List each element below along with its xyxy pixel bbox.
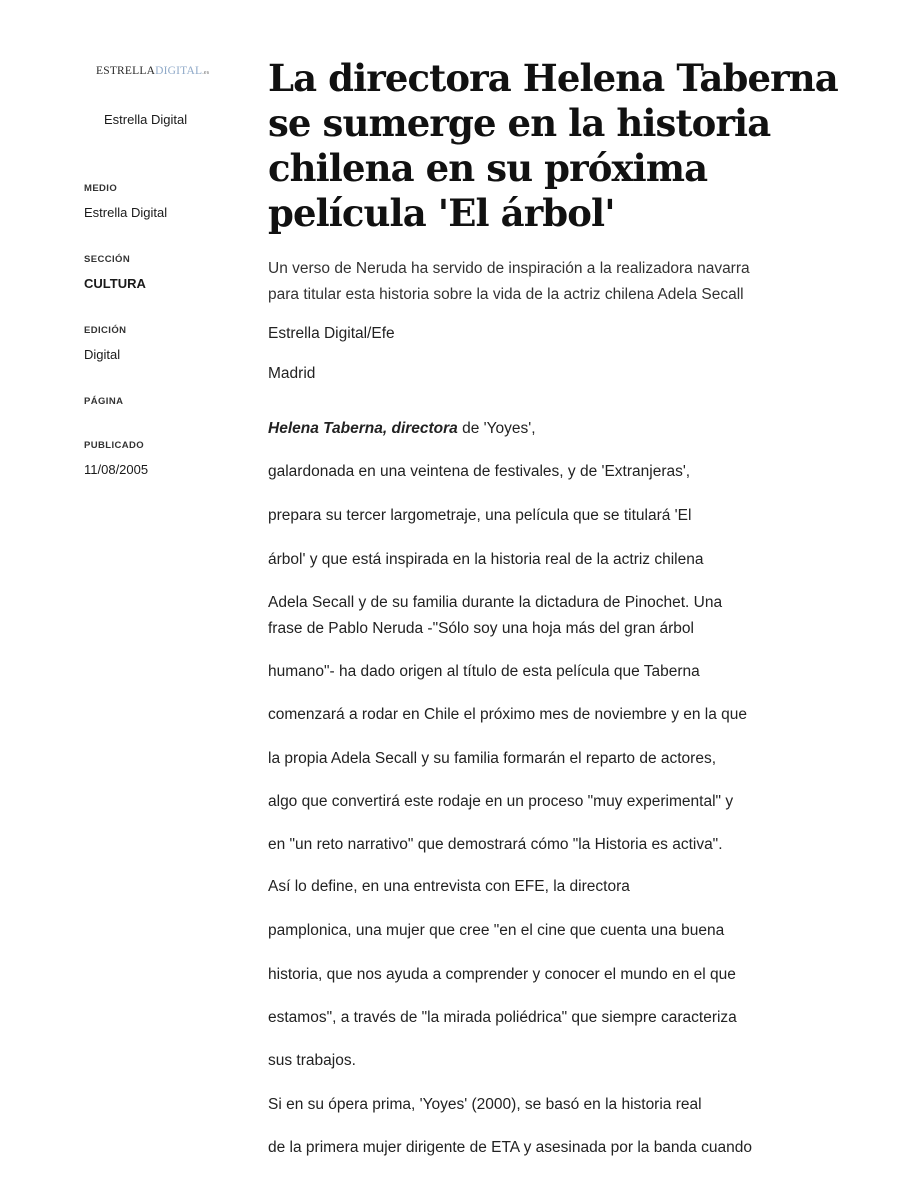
article-subtitle: Un verso de Neruda ha servido de inspiración a la realizadora navarra para titular esta historia sobre la vida de la actriz chilena Adela Secall bbox=[268, 260, 750, 303]
article-headline: La directora Helena Taberna se sumerge en la historia chilena en su próxima película 'El árbol' bbox=[268, 56, 838, 235]
lead-emphasis: Helena Taberna, directora bbox=[268, 420, 458, 437]
meta-label: MEDIO bbox=[84, 183, 118, 194]
article-header bbox=[268, 56, 848, 383]
meta-edicion bbox=[84, 325, 234, 362]
meta-value: Estrella Digital bbox=[84, 205, 168, 220]
body-line: prepara su tercer largometraje, una película que se titulará 'El bbox=[268, 507, 692, 524]
body-line: Adela Secall y de su familia durante la dictadura de Pinochet. Una bbox=[268, 594, 723, 611]
meta-value: CULTURA bbox=[84, 276, 146, 291]
article-byline: Estrella Digital/Efe bbox=[268, 325, 395, 342]
body-line: árbol' y que está inspirada en la historia real de la actriz chilena bbox=[268, 551, 704, 568]
body-lead-line bbox=[268, 420, 536, 438]
body-line: Si en su ópera prima, 'Yoyes' (2000), se basó en la historia real bbox=[268, 1096, 702, 1113]
body-line: sus trabajos. bbox=[268, 1052, 356, 1069]
lead-rest: de 'Yoyes', bbox=[457, 420, 536, 437]
body-line: algo que convertirá este rodaje en un proceso "muy experimental" y bbox=[268, 793, 734, 810]
meta-seccion bbox=[84, 254, 234, 291]
body-line: de la primera mujer dirigente de ETA y asesinada por la banda cuando bbox=[268, 1139, 752, 1156]
meta-label: PÁGINA bbox=[84, 396, 124, 407]
meta-pagina bbox=[84, 396, 234, 407]
body-line: estamos", a través de "la mirada poliédrica" que siempre caracteriza bbox=[268, 1009, 737, 1026]
body-line: Así lo define, en una entrevista con EFE, la directora bbox=[268, 878, 630, 895]
body-line: en "un reto narrativo" que demostrará cómo "la Historia es activa". bbox=[268, 836, 723, 853]
body-line: pamplonica, una mujer que cree "en el cine que cuenta una buena bbox=[268, 922, 725, 939]
body-line: historia, que nos ayuda a comprender y conocer el mundo en el que bbox=[268, 966, 736, 983]
meta-label: EDICIÓN bbox=[84, 325, 127, 336]
body-line: comenzará a rodar en Chile el próximo mes de noviembre y en la que bbox=[268, 706, 748, 723]
meta-label: SECCIÓN bbox=[84, 254, 131, 265]
body-line: frase de Pablo Neruda -"Sólo soy una hoja más del gran árbol bbox=[268, 620, 694, 637]
meta-medio bbox=[84, 183, 234, 220]
publication-name: Estrella Digital bbox=[104, 112, 188, 127]
body-line: la propia Adela Secall y su familia formarán el reparto de actores, bbox=[268, 750, 717, 767]
article-place: Madrid bbox=[268, 365, 316, 382]
meta-label: PUBLICADO bbox=[84, 440, 145, 451]
body-line: humano"- ha dado origen al título de esta película que Taberna bbox=[268, 663, 700, 680]
publication-logo: ESTRELLADIGITAL.es bbox=[96, 65, 210, 77]
body-line: galardonada en una veintena de festivales, y de 'Extranjeras', bbox=[268, 463, 691, 480]
meta-value: Digital bbox=[84, 347, 121, 362]
meta-value: 11/08/2005 bbox=[84, 462, 149, 477]
meta-publicado bbox=[84, 440, 234, 477]
